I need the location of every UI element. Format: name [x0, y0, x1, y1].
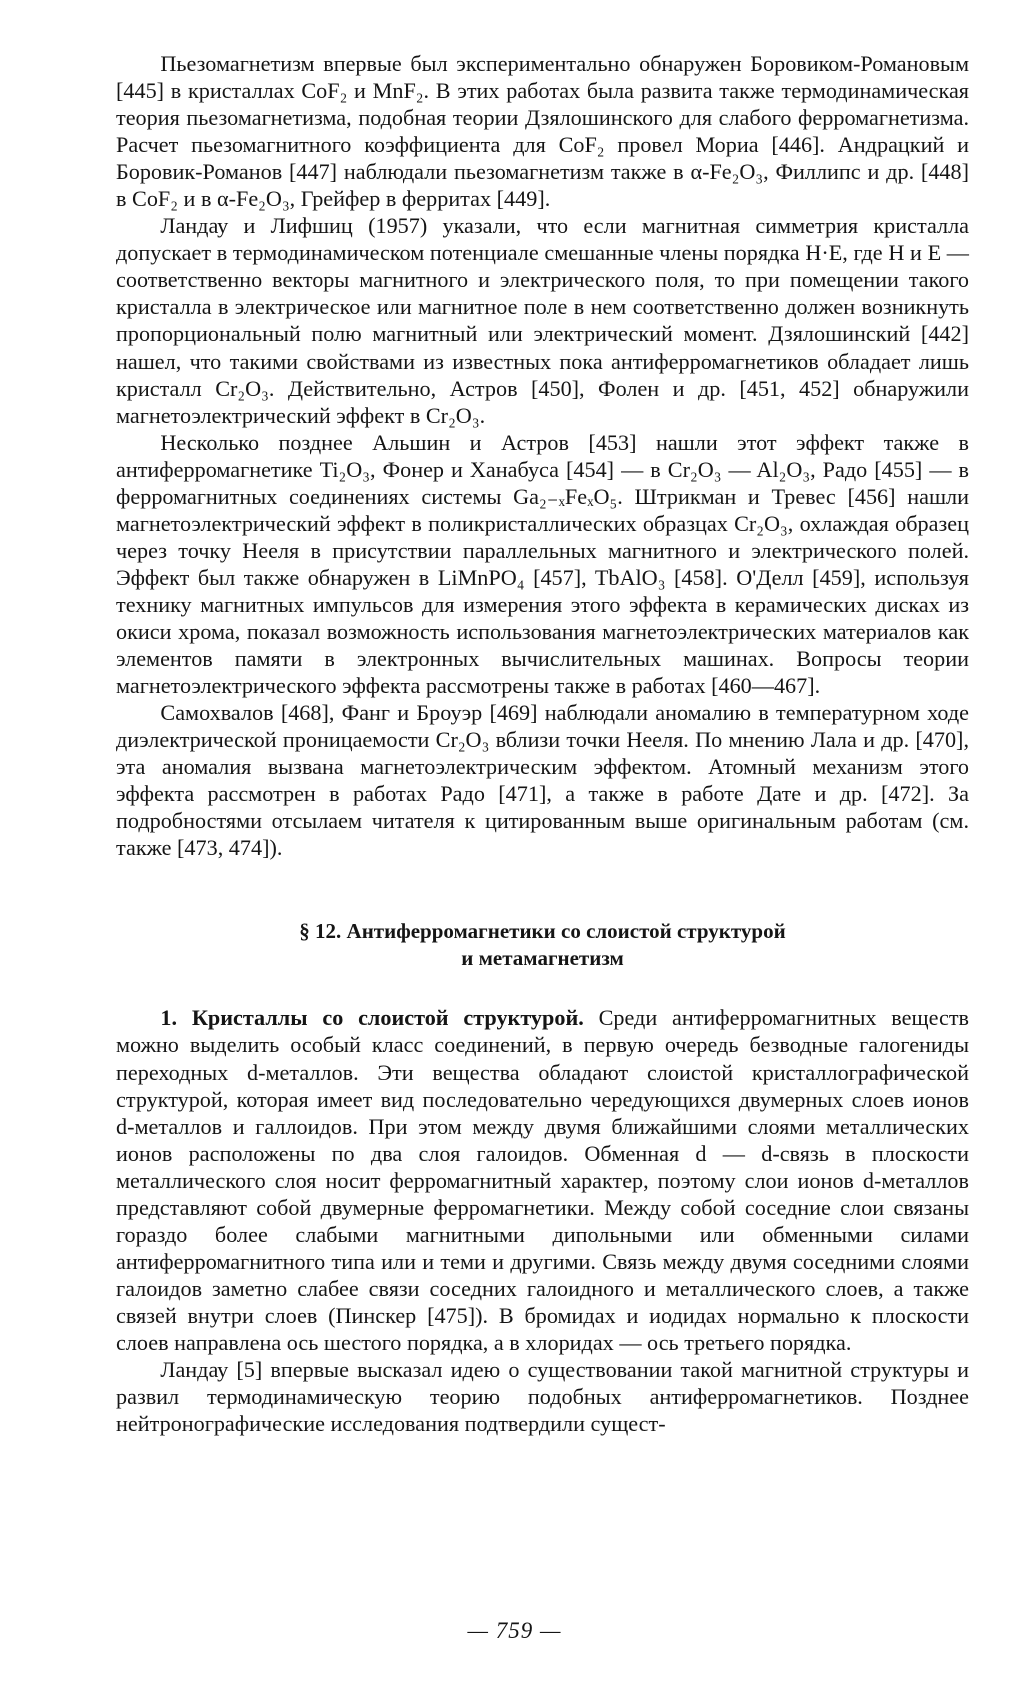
subsection-title: 1. Кристаллы со слоистой структурой. — [160, 1005, 584, 1031]
paragraph-piezomagnetism: Пьезомагнетизм впервые был экспериментально обнаружен Боровиком-Романовым [445] в кристаллах CoF₂ и MnF₂. В этих работах была развита также термодинамическая теория пьезомагнетизма, подобная теории Дзялошинского для слабого ферромагнетизма. Расчет пьезомагнитного коэффициента для CoF₂ провел Мориа [446]. Андрацкий и Боровик-Романов [447] наблюдали пьезомагнетизм также в α-Fe₂O₃, Филлипс и др. [448] в CoF₂ и в α-Fe₂O₃, Грейфер в ферритах [449]. — [116, 51, 969, 212]
page-body — [116, 50, 969, 1437]
paragraph-samokhvalov: Самохвалов [468], Фанг и Броуэр [469] наблюдали аномалию в температурном ходе диэлектрической проницаемости Cr₂O₃ вблизи точки Нееля. По мнению Лала и др. [470], эта аномалия вызвана магнетоэлектрическим эффектом. Атомный механизм этого эффекта рассмотрен в работах Радо [471], а также в работе Дате и др. [472]. За подробностями отсылаем читателя к цитированным выше оригинальным работам (см. также [473, 474]). — [116, 700, 969, 861]
subsection-layered-crystals — [116, 1004, 969, 1437]
page-number: — 759 — — [467, 1618, 562, 1643]
paragraph-alshin-astrov: Несколько позднее Альшин и Астров [453] нашли этот эффект также в антиферромагнетике Ti₂O₃, Фонер и Ханабуса [454] — в Cr₂O₃ — Al₂O₃, Радо [455] — в ферромагнитных соединениях системы Ga₂₋ₓFeₓO₅. Штрикман и Тревес [456] нашли магнетоэлектрический эффект в поликристаллических образцах Cr₂O₃, охлаждая образец через точку Нееля в присутствии параллельных магнитного и электрического полей. Эффект был также обнаружен в LiMnPO₄ [457], TbAlO₃ [458]. О'Делл [459], используя технику магнитных импульсов для измерения этого эффекта в керамических дисках из окиси хрома, показал возможность использования магнетоэлектрических материалов как элементов памяти в электронных вычислительных машинах. Вопросы теории магнетоэлектрического эффекта рассмотрены также в работах [460—467]. — [116, 429, 969, 699]
paragraph-landau-idea: Ландау [5] впервые высказал идею о существовании такой магнитной структуры и развил термодинамическую теорию подобных антиферромагнетиков. Позднее нейтронографические исследования подтвердили сущест- — [116, 1357, 969, 1437]
paragraph-landau-lifshitz: Ландау и Лифшиц (1957) указали, что если магнитная симметрия кристалла допускает в термодинамическом потенциале смешанные члены порядка H·E, где H и E — соответственно векторы магнитного и электрического поля, то при помещении такого кристалла в электрическое или магнитное поле в нем соответственно должен возникнуть пропорциональный полю магнитный или электрический момент. Дзялошинский [442] нашел, что такими свойствами из известных пока антиферромагнетиков обладает лишь кристалл Cr₂O₃. Действительно, Астров [450], Фолен и др. [451, 452] обнаружили магнетоэлектрический эффект в Cr₂O₃. — [116, 213, 969, 428]
section-heading-line-1: § 12. Антиферромагнетики со слоистой структурой — [299, 919, 786, 944]
subsection-text: Среди антиферромагнитных веществ можно выделить особый класс соединений, в первую очередь безводные галогениды переходных d-металлов. Эти вещества обладают слоистой кристаллографической структурой, которая имеет вид последовательно чередующихся двумерных слоев ионов d-металлов и галлоидов. При этом между двумя ближайшими слоями металлических ионов расположены по два слоя галоидов. Обменная d — d-связь в плоскости металлического слоя носит ферромагнитный характер, поэтому слои ионов d-металлов представляют собой двумерные ферромагнетики. Между собой соседние слои связаны гораздо более слабыми магнитными дипольными или обменными силами антиферромагнитного типа или и теми и другими. Связь между двумя соседними слоями галоидов заметно слабее связи соседних галоидного и металлического слоев, а также связей внутри слоев (Пинскер [475]). В бромидах и иодидах нормально к плоскости слоев направлена ось шестого порядка, а в хлоридах — ось третьего порядка. — [116, 1005, 970, 1355]
section-heading — [116, 918, 969, 972]
section-heading-line-2: и метамагнетизм — [461, 946, 624, 971]
paragraph-layered-crystals — [116, 1004, 969, 1356]
